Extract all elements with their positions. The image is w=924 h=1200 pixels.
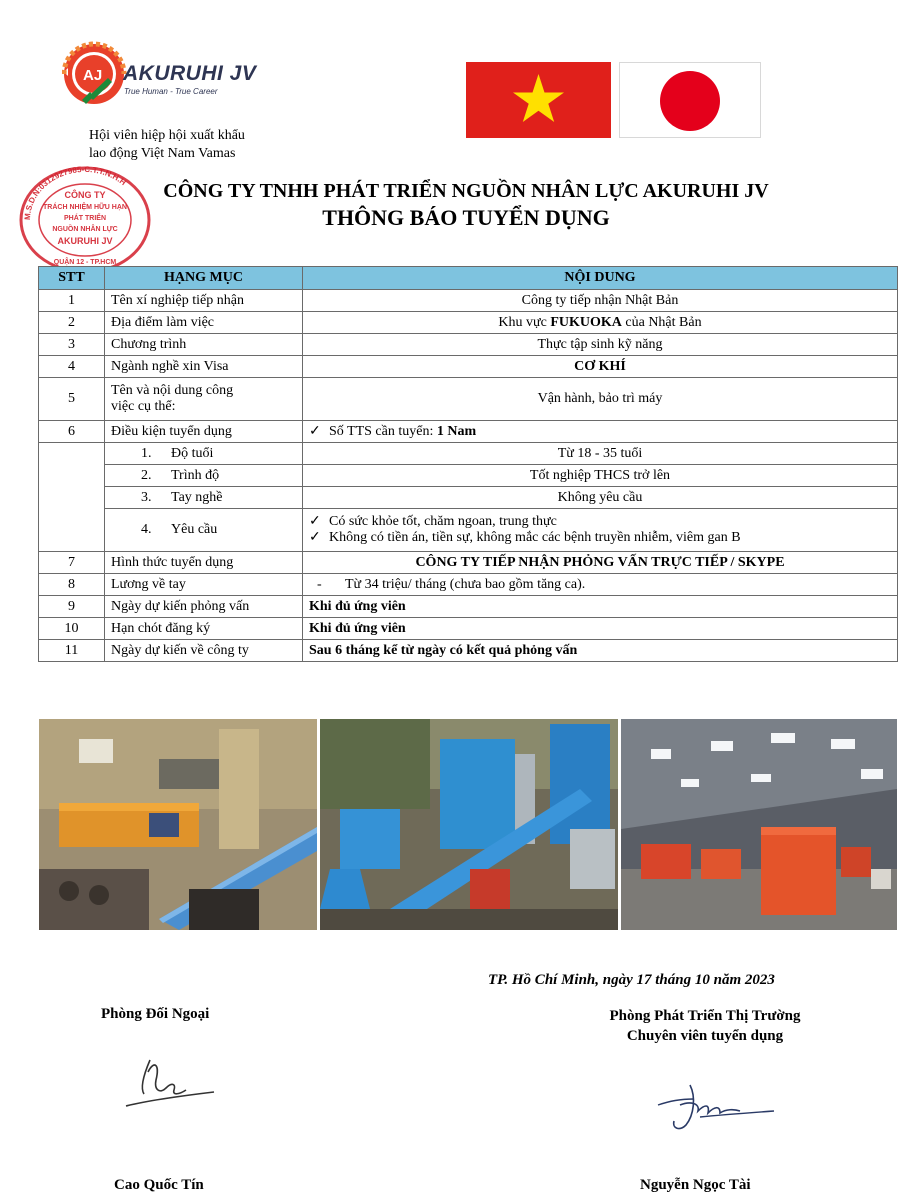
row-stt: 7 <box>39 552 105 574</box>
signer-name-right: Nguyễn Ngọc Tài <box>640 1177 751 1193</box>
header-stt: STT <box>39 267 105 290</box>
row-stt: 6 <box>39 421 105 443</box>
table-header-row <box>39 267 898 290</box>
row-stt-empty <box>39 443 105 552</box>
svg-text:AJ: AJ <box>83 67 103 84</box>
requirement-text: Có sức khỏe tốt, chăm ngoan, trung thực <box>329 514 557 529</box>
signature-right <box>650 1075 780 1150</box>
row-stt: 11 <box>39 640 105 662</box>
row-content: Khi đủ ứng viên <box>303 596 898 618</box>
department-right <box>560 1006 850 1046</box>
row-item: Tên xí nghiệp tiếp nhận <box>105 290 303 312</box>
logo-brand: AKURUHI JV <box>123 62 257 85</box>
sub-label: Trình độ <box>171 467 220 483</box>
row-content <box>303 509 898 552</box>
row-item <box>105 465 303 487</box>
content-bold: FUKUOKA <box>550 314 622 330</box>
signature-icon <box>120 1050 220 1120</box>
factory-photo-warehouse <box>621 719 897 930</box>
table-row <box>39 640 898 662</box>
row-item <box>105 509 303 552</box>
row-content <box>303 312 898 334</box>
row-item: Ngày dự kiến về công ty <box>105 640 303 662</box>
dash-bullet: - <box>317 576 322 592</box>
row-content: CÔNG TY TIẾP NHẬN PHỎNG VẤN TRỰC TIẾP / SKYPE <box>303 552 898 574</box>
table-row <box>39 290 898 312</box>
recruitment-table <box>38 266 898 662</box>
table-row <box>39 596 898 618</box>
table-row <box>39 334 898 356</box>
star-icon <box>466 62 611 138</box>
row-content: Khi đủ ứng viên <box>303 618 898 640</box>
row-content: CƠ KHÍ <box>303 356 898 378</box>
table-row <box>39 312 898 334</box>
requirement-line <box>309 514 891 530</box>
item-line: Tên và nội dung công <box>111 383 234 398</box>
header-content: NỘI DUNG <box>303 267 898 290</box>
row-stt: 10 <box>39 618 105 640</box>
header-item: HẠNG MỤC <box>105 267 303 290</box>
row-content: Vận hành, bảo trì máy <box>303 378 898 421</box>
sub-number: 4. <box>141 522 152 537</box>
japan-flag <box>619 62 761 138</box>
sub-label: Tay nghề <box>171 489 223 505</box>
signature-left <box>120 1050 220 1120</box>
row-content <box>303 421 898 443</box>
checkmark-icon: ✓ <box>309 514 321 529</box>
row-item: Chương trình <box>105 334 303 356</box>
sub-number: 1. <box>141 445 152 461</box>
signer-name-left: Cao Quốc Tín <box>114 1177 204 1193</box>
table-row <box>39 552 898 574</box>
requirement-text: Không có tiền án, tiền sự, không mắc các bệnh truyền nhiễm, viêm gan B <box>329 530 741 545</box>
department-name: Phòng Phát Triển Thị Trường <box>609 1008 801 1024</box>
sub-number: 3. <box>141 489 152 505</box>
row-item: Lương về tay <box>105 574 303 596</box>
row-item <box>105 443 303 465</box>
table-row <box>39 618 898 640</box>
row-item: Địa điểm làm việc <box>105 312 303 334</box>
svg-text:AKURUHI JV: AKURUHI JV <box>57 236 113 246</box>
row-stt: 9 <box>39 596 105 618</box>
svg-text:QUẬN 12 - TP.HCM: QUẬN 12 - TP.HCM <box>53 259 117 266</box>
row-item <box>105 487 303 509</box>
requirement-line <box>309 530 891 546</box>
association-line: lao động Việt Nam Vamas <box>89 146 236 161</box>
row-stt: 2 <box>39 312 105 334</box>
row-stt: 8 <box>39 574 105 596</box>
checkmark-icon: ✓ <box>309 530 321 545</box>
row-item: Hình thức tuyển dụng <box>105 552 303 574</box>
svg-text:PHÁT TRIỂN: PHÁT TRIỂN <box>64 215 106 222</box>
table-row <box>39 574 898 596</box>
table-row <box>39 443 898 465</box>
svg-text:TRÁCH NHIỆM HỮU HẠN: TRÁCH NHIỆM HỮU HẠN <box>43 204 127 211</box>
content-text: Từ 34 triệu/ tháng (chưa bao gồm tăng ca). <box>345 576 586 592</box>
table-row <box>39 378 898 421</box>
svg-text:NGUỒN NHÂN LỰC: NGUỒN NHÂN LỰC <box>52 226 118 233</box>
dateline: TP. Hồ Chí Minh, ngày 17 tháng 10 năm 2023 <box>488 972 775 988</box>
factory-photo-conveyor <box>320 719 618 930</box>
sub-number: 2. <box>141 467 152 483</box>
notice-title: THÔNG BÁO TUYỂN DỤNG <box>322 205 610 230</box>
content-text: Số TTS cần tuyển: <box>329 423 437 439</box>
vietnam-flag <box>466 62 611 138</box>
row-stt: 1 <box>39 290 105 312</box>
content-text: của Nhật Bản <box>621 314 702 330</box>
company-name: CÔNG TY TNHH PHÁT TRIỂN NGUỒN NHÂN LỰC AKURUHI JV <box>163 180 769 202</box>
row-stt: 3 <box>39 334 105 356</box>
seal-icon <box>12 158 152 270</box>
row-item: Hạn chót đăng ký <box>105 618 303 640</box>
row-content: Thực tập sinh kỹ năng <box>303 334 898 356</box>
sun-icon <box>660 71 720 131</box>
row-item: Ngành nghề xin Visa <box>105 356 303 378</box>
row-content: Không yêu cầu <box>303 487 898 509</box>
sub-label: Độ tuổi <box>171 445 214 461</box>
logo-tagline: True Human - True Career <box>124 87 218 96</box>
row-stt: 4 <box>39 356 105 378</box>
sub-label: Yêu cầu <box>171 522 218 537</box>
svg-text:M.S.D.N:0312927985-C.T.T.N.H.H: M.S.D.N:0312927985-C.T.T.N.H.H <box>22 164 128 221</box>
table-row <box>39 356 898 378</box>
svg-text:CÔNG TY: CÔNG TY <box>64 190 106 200</box>
row-content: Từ 18 - 35 tuổi <box>303 443 898 465</box>
row-content <box>303 574 898 596</box>
association-line: Hội viên hiệp hội xuất khẩu <box>89 128 245 143</box>
factory-photo-shredder <box>39 719 317 930</box>
row-content: Sau 6 tháng kể từ ngày có kết quả phỏng vấn <box>303 640 898 662</box>
content-text: Khu vực <box>498 314 551 330</box>
table-row <box>39 487 898 509</box>
company-seal <box>12 158 152 270</box>
row-content: Công ty tiếp nhận Nhật Bản <box>303 290 898 312</box>
department-role: Chuyên viên tuyển dụng <box>626 1028 784 1044</box>
row-item: Điều kiện tuyển dụng <box>105 421 303 443</box>
table-row <box>39 465 898 487</box>
row-item <box>105 378 303 421</box>
signature-icon <box>650 1075 780 1150</box>
table-row <box>39 421 898 443</box>
checkmark-icon: ✓ <box>309 423 321 439</box>
content-bold: 1 Nam <box>436 423 477 439</box>
table-row <box>39 509 898 552</box>
row-stt: 5 <box>39 378 105 421</box>
item-line: việc cụ thể: <box>111 399 176 414</box>
row-item: Ngày dự kiến phỏng vấn <box>105 596 303 618</box>
row-content: Tốt nghiệp THCS trở lên <box>303 465 898 487</box>
department-left: Phòng Đối Ngoại <box>101 1006 210 1022</box>
